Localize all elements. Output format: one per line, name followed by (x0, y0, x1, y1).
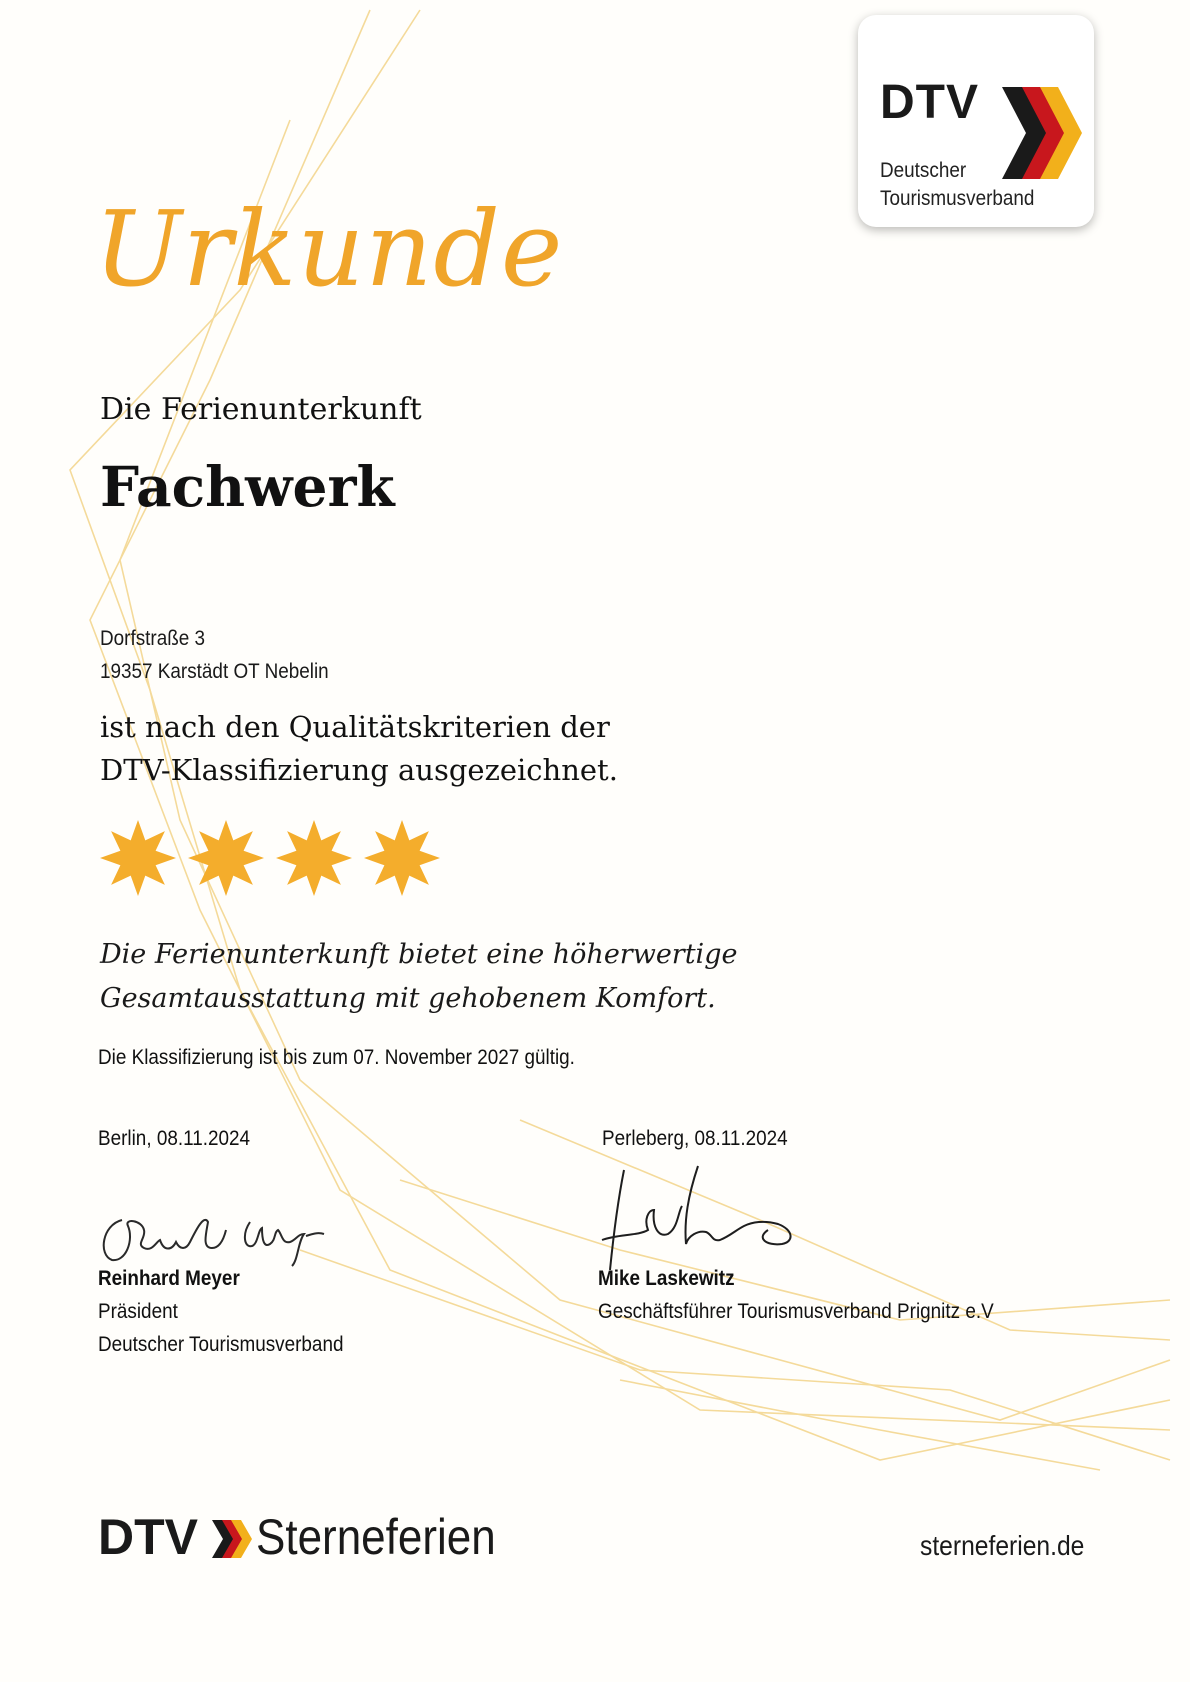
property-address (100, 622, 329, 688)
footer-logo-acronym: DTV (98, 1509, 198, 1565)
signer-right (598, 1262, 994, 1328)
rating-description (100, 933, 737, 1021)
certificate-title: Urkunde (94, 188, 564, 310)
signer-left (98, 1262, 343, 1361)
star-icon (100, 820, 176, 896)
logo-subtitle (880, 157, 1034, 213)
star-icon (276, 820, 352, 896)
classification-statement (100, 706, 618, 792)
logo-acronym: DTV (880, 76, 979, 129)
footer-logo-brand: Sterneferien (256, 1509, 496, 1565)
signature-left-image (92, 1200, 342, 1270)
logo-line2: Tourismusverband (880, 187, 1035, 210)
place-date-left: Berlin, 08.11.2024 (98, 1127, 251, 1150)
address-city: 19357 Karstädt OT Nebelin (100, 660, 329, 683)
intro-text: Die Ferienunterkunft (100, 392, 422, 427)
validity-notice: Die Klassifizierung ist bis zum 07. November 2027 gültig. (98, 1046, 575, 1069)
signer-left-organization: Deutscher Tourismusverband (98, 1333, 344, 1356)
description-line-1: Die Ferienunterkunft bietet eine höherwertige (100, 939, 738, 970)
footer-url: sterneferien.de (920, 1530, 1085, 1561)
address-street: Dorfstraße 3 (100, 627, 206, 650)
signer-left-role: Präsident (98, 1300, 178, 1323)
signer-right-role: Geschäftsführer Tourismusverband Prignitz e.V (598, 1300, 994, 1323)
star-icon (364, 820, 440, 896)
property-name: Fachwerk (100, 454, 395, 519)
dtv-logo-badge (858, 15, 1094, 227)
statement-line-2: DTV-Klassifizierung ausgezeichnet. (100, 753, 618, 787)
description-line-2: Gesamtausstattung mit gehobenem Komfort. (100, 983, 716, 1014)
signer-left-name: Reinhard Meyer (98, 1267, 240, 1290)
star-rating (98, 818, 448, 898)
star-icon (188, 820, 264, 896)
statement-line-1: ist nach den Qualitätskriterien der (100, 710, 610, 744)
logo-line1: Deutscher (880, 159, 967, 182)
place-date-right: Perleberg, 08.11.2024 (602, 1127, 788, 1150)
signer-right-name: Mike Laskewitz (598, 1267, 735, 1290)
footer-chevron-icon (210, 1518, 254, 1560)
